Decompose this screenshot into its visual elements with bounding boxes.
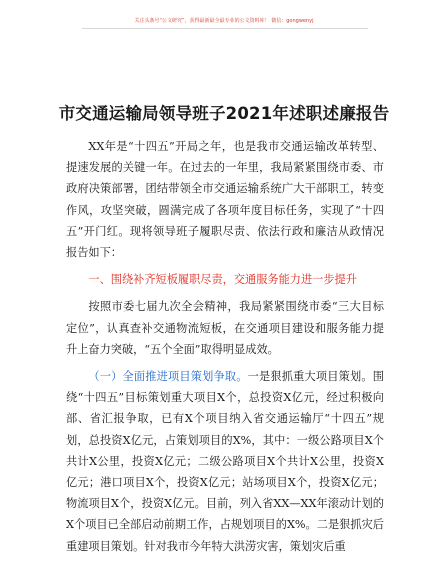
section-paragraph-1: 按照市委七届九次全会精神，我局紧紧围绕市委“三大目标定位”，认真查补交通物流短板，在交通项目建设和服务能力提升上奋力突破，“五个全面”取得明显成效。	[66, 300, 384, 356]
subsection-heading-1: （一）全面推进项目策划争取。	[88, 370, 248, 384]
section-heading-1: 一、围绕补齐短板履职尽责，交通服务能力进一步提升	[88, 273, 357, 287]
banner-divider	[82, 28, 368, 29]
top-banner: 关注头条号“公文研究”，获得最新最全最专业的公文资料库！ 微信：gongwenyj	[134, 18, 314, 24]
subsection-paragraph-1	[66, 366, 384, 557]
subsection-body-1: 一是狠抓重大项目策划。围绕“十四五”目标策划重大项目X个，总投资X亿元，经过积极向部、省汇报争取，已有X个项目纳入省交通运输厅“十四五”规划，总投资X亿元，占策划项目的X%，其中：一级公路项目X个共计X公里，投资X亿元；二级公路项目X个共计X公里，投资X亿元；港口项目X个，投资X亿元；站场项目X个，投资X亿元；物流项目X个，投资X亿元。目前，列入省XX—XX年滚动计划的X个项目已全部启动前期工作，占规划项目的X%。二是狠抓灾后重建项目策划。针对我市今年特大洪涝灾害，策划灾后重	[66, 370, 384, 553]
document-body	[66, 136, 384, 557]
intro-paragraph: XX年是“十四五”开局之年，也是我市交通运输改革转型、提速发展的关键一年。在过去的一年里，我局紧紧围绕市委、市政府决策部署，团结带领全市交通运输系统广大干部职工，转变作风，攻坚突破，圆满完成了各项年度目标任务，实现了“十四五”开门红。现将领导班子履职尽责、依法行政和廉洁从政情况报告如下：	[66, 140, 384, 260]
page-title: 市交通运输局领导班子2021年述职述廉报告	[58, 104, 390, 124]
